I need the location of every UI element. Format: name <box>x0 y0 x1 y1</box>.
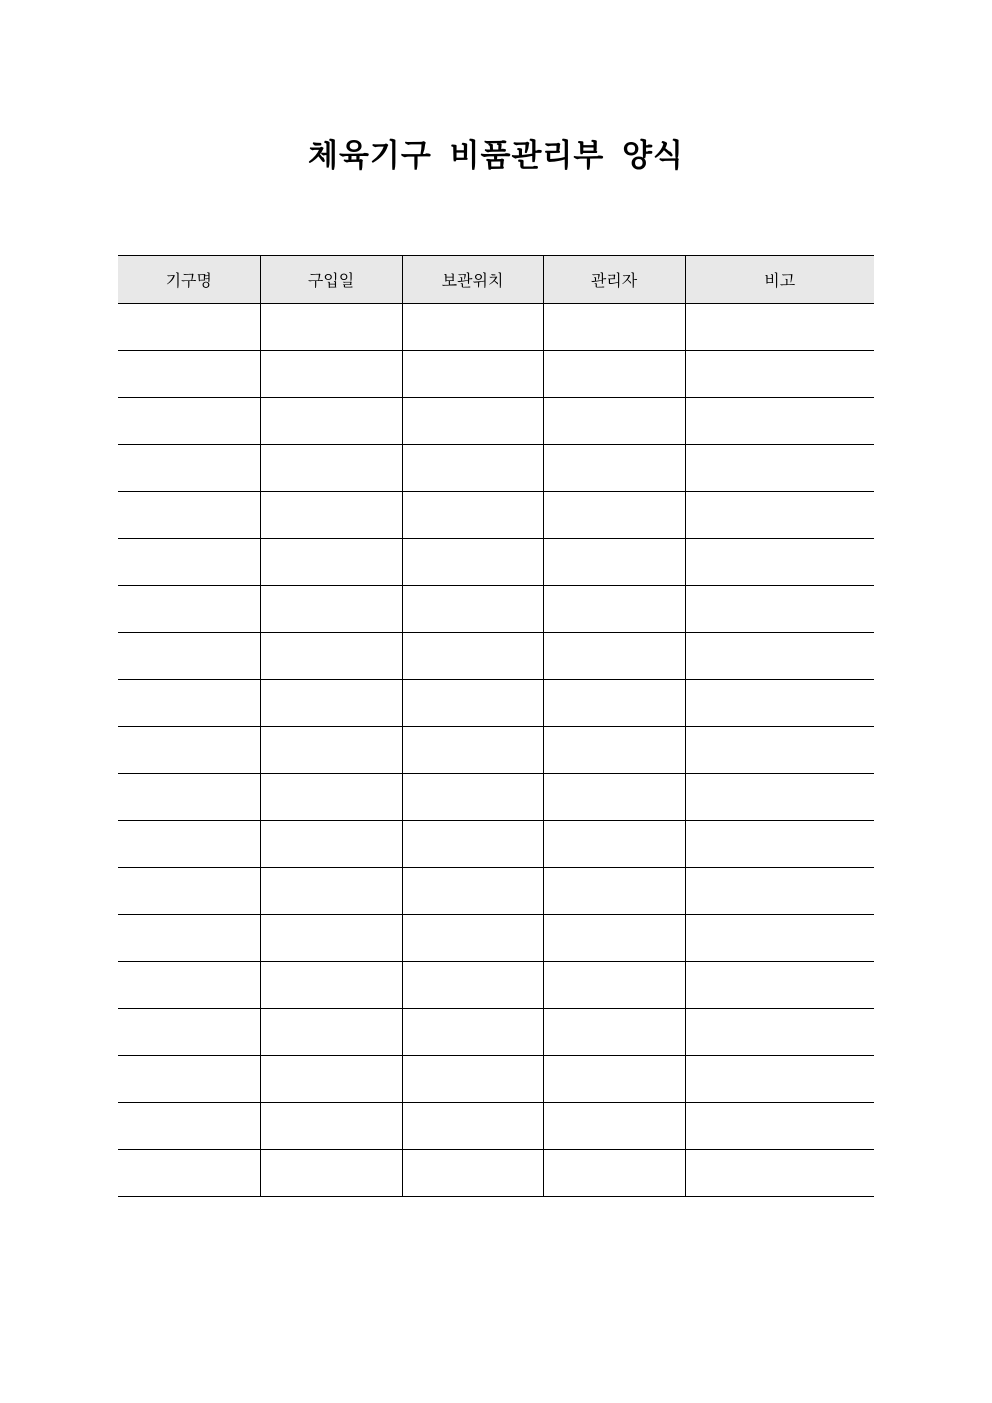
equipment-name-cell[interactable] <box>118 1056 260 1103</box>
purchase-date-cell[interactable] <box>260 633 402 680</box>
storage-location-cell[interactable] <box>402 304 543 351</box>
column-header-storage-location: 보관위치 <box>402 256 543 304</box>
equipment-name-cell[interactable] <box>118 774 260 821</box>
storage-location-cell[interactable] <box>402 1150 543 1197</box>
table-row <box>118 633 874 680</box>
remarks-cell[interactable] <box>685 398 874 445</box>
purchase-date-cell[interactable] <box>260 539 402 586</box>
remarks-cell[interactable] <box>685 1056 874 1103</box>
storage-location-cell[interactable] <box>402 868 543 915</box>
storage-location-cell[interactable] <box>402 680 543 727</box>
storage-location-cell[interactable] <box>402 633 543 680</box>
remarks-cell[interactable] <box>685 539 874 586</box>
manager-cell[interactable] <box>543 492 685 539</box>
manager-cell[interactable] <box>543 1150 685 1197</box>
manager-cell[interactable] <box>543 868 685 915</box>
table-row <box>118 962 874 1009</box>
purchase-date-cell[interactable] <box>260 492 402 539</box>
table-header-row <box>118 256 874 304</box>
manager-cell[interactable] <box>543 351 685 398</box>
manager-cell[interactable] <box>543 539 685 586</box>
storage-location-cell[interactable] <box>402 1056 543 1103</box>
remarks-cell[interactable] <box>685 633 874 680</box>
table-row <box>118 727 874 774</box>
equipment-name-cell[interactable] <box>118 821 260 868</box>
purchase-date-cell[interactable] <box>260 915 402 962</box>
remarks-cell[interactable] <box>685 727 874 774</box>
equipment-name-cell[interactable] <box>118 351 260 398</box>
table-row <box>118 680 874 727</box>
page-title: 체육기구 비품관리부 양식 <box>308 138 684 174</box>
equipment-name-cell[interactable] <box>118 680 260 727</box>
equipment-name-cell[interactable] <box>118 915 260 962</box>
remarks-cell[interactable] <box>685 1009 874 1056</box>
storage-location-cell[interactable] <box>402 586 543 633</box>
purchase-date-cell[interactable] <box>260 962 402 1009</box>
equipment-ledger-table <box>118 255 874 1197</box>
manager-cell[interactable] <box>543 962 685 1009</box>
remarks-cell[interactable] <box>685 304 874 351</box>
purchase-date-cell[interactable] <box>260 586 402 633</box>
equipment-name-cell[interactable] <box>118 727 260 774</box>
purchase-date-cell[interactable] <box>260 1103 402 1150</box>
equipment-name-cell[interactable] <box>118 962 260 1009</box>
equipment-name-cell[interactable] <box>118 1009 260 1056</box>
storage-location-cell[interactable] <box>402 821 543 868</box>
equipment-name-cell[interactable] <box>118 586 260 633</box>
equipment-name-cell[interactable] <box>118 445 260 492</box>
remarks-cell[interactable] <box>685 1103 874 1150</box>
manager-cell[interactable] <box>543 445 685 492</box>
equipment-name-cell[interactable] <box>118 398 260 445</box>
table-row <box>118 774 874 821</box>
table-row <box>118 1103 874 1150</box>
equipment-name-cell[interactable] <box>118 633 260 680</box>
manager-cell[interactable] <box>543 304 685 351</box>
remarks-cell[interactable] <box>685 680 874 727</box>
manager-cell[interactable] <box>543 727 685 774</box>
table-row <box>118 492 874 539</box>
equipment-name-cell[interactable] <box>118 1103 260 1150</box>
manager-cell[interactable] <box>543 1009 685 1056</box>
table-row <box>118 304 874 351</box>
storage-location-cell[interactable] <box>402 915 543 962</box>
equipment-name-cell[interactable] <box>118 1150 260 1197</box>
storage-location-cell[interactable] <box>402 398 543 445</box>
storage-location-cell[interactable] <box>402 1103 543 1150</box>
remarks-cell[interactable] <box>685 915 874 962</box>
purchase-date-cell[interactable] <box>260 1150 402 1197</box>
purchase-date-cell[interactable] <box>260 1009 402 1056</box>
manager-cell[interactable] <box>543 1056 685 1103</box>
remarks-cell[interactable] <box>685 868 874 915</box>
storage-location-cell[interactable] <box>402 962 543 1009</box>
remarks-cell[interactable] <box>685 962 874 1009</box>
storage-location-cell[interactable] <box>402 539 543 586</box>
manager-cell[interactable] <box>543 774 685 821</box>
table-row <box>118 539 874 586</box>
storage-location-cell[interactable] <box>402 727 543 774</box>
storage-location-cell[interactable] <box>402 445 543 492</box>
manager-cell[interactable] <box>543 398 685 445</box>
column-header-equipment-name: 기구명 <box>118 256 260 304</box>
table-row <box>118 1150 874 1197</box>
purchase-date-cell[interactable] <box>260 868 402 915</box>
table-row <box>118 398 874 445</box>
purchase-date-cell[interactable] <box>260 445 402 492</box>
remarks-cell[interactable] <box>685 586 874 633</box>
purchase-date-cell[interactable] <box>260 398 402 445</box>
table-row <box>118 915 874 962</box>
remarks-cell[interactable] <box>685 1150 874 1197</box>
purchase-date-cell[interactable] <box>260 727 402 774</box>
purchase-date-cell[interactable] <box>260 774 402 821</box>
manager-cell[interactable] <box>543 1103 685 1150</box>
remarks-cell[interactable] <box>685 492 874 539</box>
purchase-date-cell[interactable] <box>260 1056 402 1103</box>
table-row <box>118 821 874 868</box>
equipment-name-cell[interactable] <box>118 539 260 586</box>
storage-location-cell[interactable] <box>402 351 543 398</box>
remarks-cell[interactable] <box>685 821 874 868</box>
equipment-name-cell[interactable] <box>118 304 260 351</box>
remarks-cell[interactable] <box>685 351 874 398</box>
remarks-cell[interactable] <box>685 774 874 821</box>
storage-location-cell[interactable] <box>402 774 543 821</box>
equipment-name-cell[interactable] <box>118 492 260 539</box>
remarks-cell[interactable] <box>685 445 874 492</box>
manager-cell[interactable] <box>543 680 685 727</box>
manager-cell[interactable] <box>543 915 685 962</box>
column-header-manager: 관리자 <box>543 256 685 304</box>
manager-cell[interactable] <box>543 586 685 633</box>
purchase-date-cell[interactable] <box>260 304 402 351</box>
equipment-name-cell[interactable] <box>118 868 260 915</box>
manager-cell[interactable] <box>543 821 685 868</box>
table-row <box>118 1056 874 1103</box>
storage-location-cell[interactable] <box>402 1009 543 1056</box>
purchase-date-cell[interactable] <box>260 821 402 868</box>
column-header-purchase-date: 구입일 <box>260 256 402 304</box>
manager-cell[interactable] <box>543 633 685 680</box>
table-row <box>118 445 874 492</box>
table-row <box>118 586 874 633</box>
table-row <box>118 1009 874 1056</box>
column-header-remarks: 비고 <box>685 256 874 304</box>
purchase-date-cell[interactable] <box>260 680 402 727</box>
table-body <box>118 304 874 1197</box>
purchase-date-cell[interactable] <box>260 351 402 398</box>
table-row <box>118 868 874 915</box>
storage-location-cell[interactable] <box>402 492 543 539</box>
table-row <box>118 351 874 398</box>
